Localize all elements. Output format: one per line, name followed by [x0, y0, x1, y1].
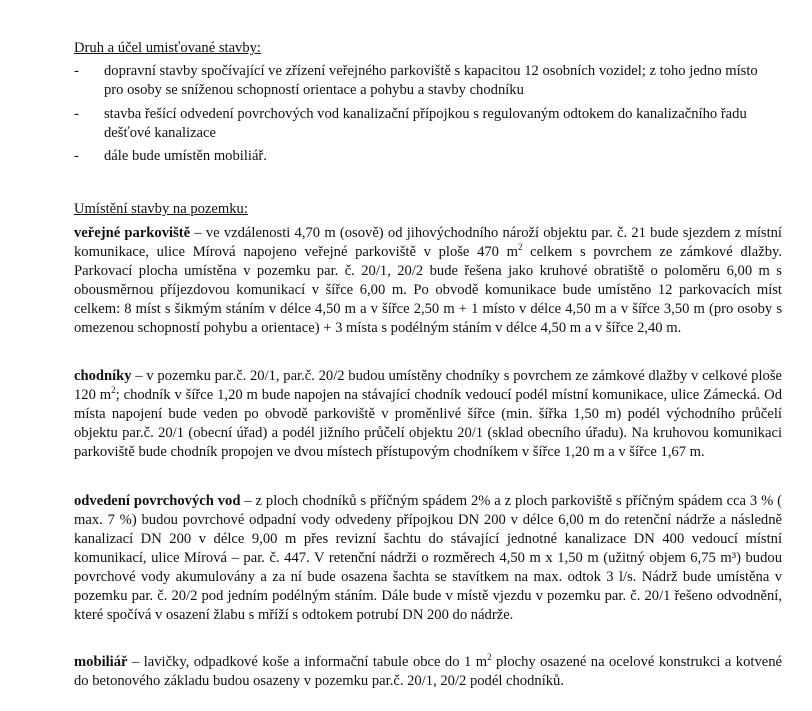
paragraph-furniture	[74, 653, 782, 691]
bullet-item-parking	[74, 62, 774, 100]
bullet-dash: -	[74, 106, 79, 122]
term-parking: veřejné parkoviště	[74, 225, 191, 241]
paragraph-parking	[74, 224, 782, 338]
paragraph-sidewalks	[74, 367, 782, 462]
paragraph-text: plochy osazené na ocelové konstrukci a kotvené do betonového základu budou osazeny v pozemku par.č. 20/1, 20/2 podél chodníků.	[74, 654, 782, 689]
term-drainage: odvedení povrchových vod	[74, 493, 241, 509]
paragraph-text: – lavičky, odpadkové koše a informační tabule obce do 1 m	[127, 654, 488, 670]
section-title-placement: Umístění stavby na pozemku:	[74, 201, 248, 217]
bullet-dash: -	[74, 63, 79, 79]
bullet-text: dopravní stavby spočívající ve zřízení veřejného parkoviště s kapacitou 12 osobních vozidel; z toho jedno místo pro osoby se sníženou schopností orientace a pohybu a stavby chodníku	[104, 63, 758, 98]
term-sidewalks: chodníky	[74, 368, 132, 384]
paragraph-text: celkem s povrchem ze zámkové dlažby. Parkovací plocha umístěna v pozemku par. č. 20/1, 20/2 bude řešena jako kruhové obratiště o poloměru 6,00 m s obousměrnou příjezdovou komunikací v šířce 6,00 m. Po obvodě komunikace bude umístěno 12 parkovacích míst celkem: 8 míst s šikmým stáním v délce 4,50 m a v šířce 2,50 m + 1 místo v délce 4,50 m a v šířce 3,50 m (pro osoby s omezenou schopností pohybu a orientace) + 3 místa s podélným stáním v délce 4,50 m a v šířce 2,40 m.	[74, 244, 782, 336]
term-furniture: mobiliář	[74, 654, 128, 670]
bullet-item-drainage	[74, 105, 774, 143]
paragraph-text: – z ploch chodníků s příčným spádem 2% a z ploch parkoviště s příčným spádem cca 3 % ( max. 7 %) budou povrchové odpadní vody odvedeny přípojkou DN 200 v délce 6,00 m do retenční nádrže a následně kanalizací DN 200 v délce 9,00 m přes revizní šachtu do stávající jednotné kanalizace DN 400 vedoucí místní komunikací, ulice Mírová – par. č. 447. V retenční nádrži o rozměrech 4,50 m x 1,50 m (užitný objem 6,75 m³) budou povrchové vody akumulovány a za ní bude osazena šachta se stavítkem na max. odtok 3 l/s. Nádrž bude umístěna v pozemku par. č. 20/2 pod jedním podélným stáním. Dále bude v místě vjezdu v pozemku par. č. 20/1 řešeno odvodnění, které spočívá v osazení žlabu s mříží s odtokem potrubí DN 200 do nádrže.	[74, 493, 783, 623]
paragraph-drainage	[74, 492, 782, 625]
superscript: 2	[518, 242, 523, 252]
bullet-dash: -	[74, 148, 79, 164]
bullet-text: dále bude umístěn mobiliář.	[104, 148, 267, 164]
bullet-text: stavba řešící odvedení povrchových vod kanalizační přípojkou s regulovaným odtokem do kanalizačního řadu dešťové kanalizace	[104, 106, 747, 141]
paragraph-text: ; chodník v šířce 1,20 m bude napojen na stávající chodník vedoucí podél místní komunikace, ulice Zámecká. Od místa napojení bude veden po obvodě parkoviště v proměnlivé šířce (min. šířka 1,50 m) podél východního průčelí objektu par.č. 20/1 (obecní úřad) a podél jižního průčelí objektu 20/1 (sklad obecního úřadu). Na kruhovou komunikaci parkoviště bude chodník propojen ve dvou místech přístupovým chodníkem v šířce 1,20 m a v šířce 1,67 m.	[74, 387, 783, 460]
paragraph-text: – ve vzdálenosti 4,70 m (osově) od jihovýchodního nároží objektu par. č. 21 bude sjezdem z místní komunikace, ulice Mírová napojeno veřejné parkoviště v ploše 470 m	[74, 225, 782, 260]
bullet-item-furniture	[74, 147, 774, 166]
section-title-purpose: Druh a účel umisťované stavby:	[74, 40, 261, 56]
paragraph-text: – v pozemku par.č. 20/1, par.č. 20/2 budou umístěny chodníky s povrchem ze zámkové dlažby v celkové ploše 120 m	[74, 368, 782, 403]
superscript: 2	[487, 652, 492, 662]
superscript: 2	[111, 385, 116, 395]
